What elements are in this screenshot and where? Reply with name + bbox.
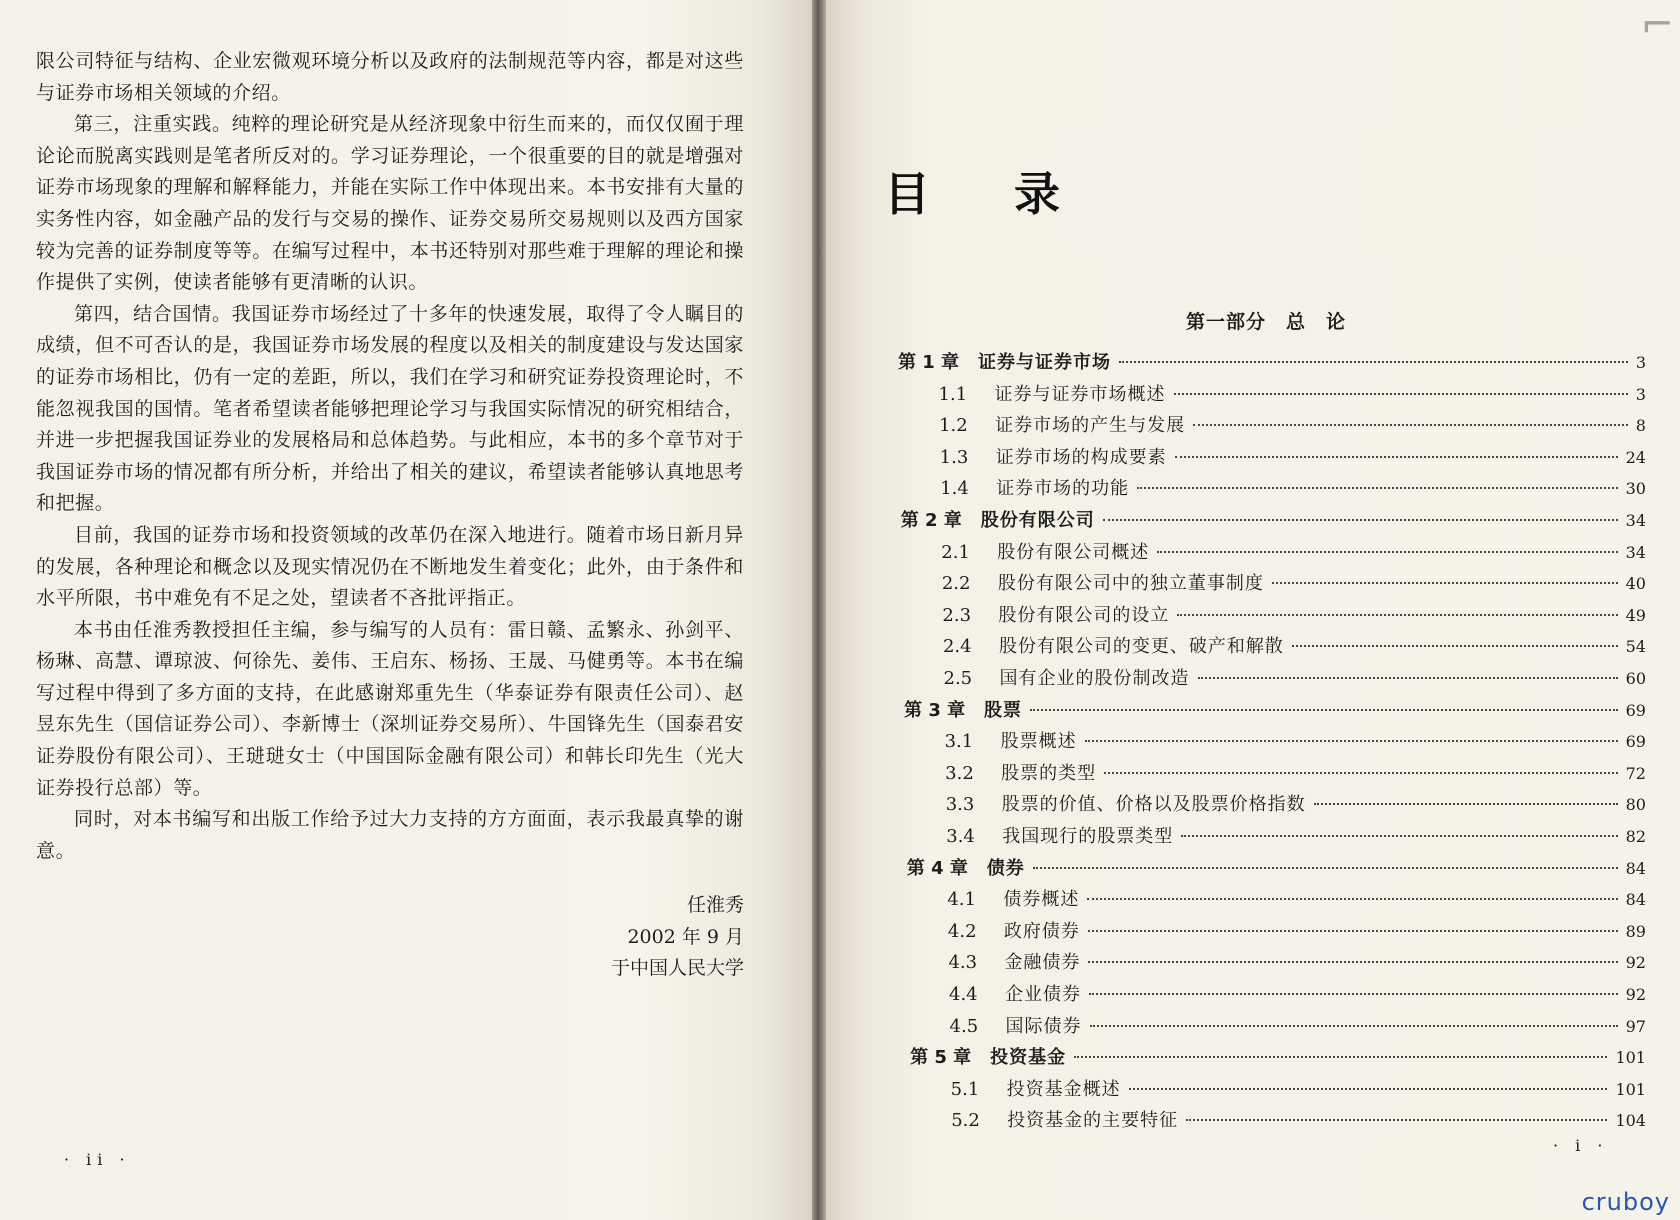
- dot-leader: [1087, 898, 1617, 900]
- section-title: 股票的价值、价格以及股票价格指数: [1001, 794, 1306, 816]
- page-ref: 69: [1625, 700, 1646, 720]
- page-ref: 54: [1625, 637, 1646, 657]
- dot-leader: [1137, 487, 1617, 489]
- dot-leader: [1090, 1025, 1618, 1027]
- toc-section-row: [943, 632, 1646, 658]
- section-title: 国际债券: [1005, 1015, 1082, 1037]
- page-ref: 3: [1635, 384, 1646, 404]
- toc-section-row: [939, 380, 1646, 406]
- section-number: 5.1: [950, 1078, 980, 1100]
- dot-leader: [1104, 772, 1617, 774]
- section-title: 投资基金概述: [1006, 1078, 1121, 1100]
- signature-place: 于中国人民大学: [610, 957, 744, 980]
- section-number: 3.4: [946, 826, 975, 847]
- paragraph: 本书由任淮秀教授担任主编，参与编写的人员有：雷日赣、孟繁永、孙剑平、杨琳、高慧、谭琼波、何徐先、姜伟、王启东、杨扬、王晟、马健勇等。本书在编写过程中得到了多方面的支持，在此感谢郑重先生（华泰证券有限责任公司）、赵昱东先生（国信证券公司）、李新博士（深圳证券交易所）、牛国锋先生（国泰君安证券股份有限公司）、王琎琎女士（中国国际金融有限公司）和韩长印先生（光大证券投行总部）等。: [36, 618, 744, 799]
- paragraph: 第三，注重实践。纯粹的理论研究是从经济现象中衍生而来的，而仅仅囿于理论论而脱离实践则是笔者所反对的。学习证券理论，一个很重要的目的就是增强对证券市场现象的理解和解释能力，并能在实际工作中体现出来。本书安排有大量的实务性内容，如金融产品的发行与交易的操作、证券交易所交易规则以及西方国家较为完善的证券制度等等。在编写过程中，本书还特别对那些难于理解的理论和操作提供了实例，使读者能够有更清晰的认识。: [36, 113, 744, 294]
- dot-leader: [1085, 740, 1618, 742]
- right-page: [826, 0, 1680, 1220]
- page-ref: 8: [1635, 416, 1646, 436]
- page-ref: 3: [1635, 353, 1646, 372]
- page-ref: 89: [1625, 921, 1646, 941]
- chapter-number: 第 4 章: [906, 857, 968, 879]
- section-title: 债券概述: [1003, 889, 1080, 911]
- section-number: 4.4: [949, 984, 978, 1005]
- dot-leader: [1033, 867, 1618, 869]
- toc-chapter-row: [901, 506, 1646, 532]
- section-number: 1.2: [939, 415, 968, 437]
- page-ref: 97: [1625, 1016, 1646, 1036]
- toc-section-row: [939, 411, 1646, 437]
- toc-section-row: [940, 474, 1646, 500]
- paragraph: 同时，对本书编写和出版工作给予过大力支持的方方面面，表示我最真挚的谢意。: [36, 808, 744, 862]
- section-number: 2.3: [942, 604, 972, 626]
- section-number: 4.1: [947, 889, 976, 911]
- toc-section-row: [947, 885, 1646, 911]
- section-number: 1.1: [938, 383, 968, 405]
- section-number: 2.2: [941, 573, 971, 595]
- page-ref: 92: [1625, 985, 1646, 1004]
- dot-leader: [1088, 930, 1618, 932]
- part-heading: 第一部分 总 论: [1186, 311, 1347, 333]
- chapter-title: 投资基金: [990, 1047, 1067, 1069]
- page-ref: 24: [1625, 447, 1646, 467]
- dot-leader: [1272, 582, 1618, 584]
- toc-section-row: [941, 538, 1646, 564]
- toc-section-row: [945, 759, 1646, 785]
- section-number: 3.3: [945, 794, 975, 816]
- section-title: 证券市场的功能: [996, 478, 1130, 500]
- dot-leader: [1157, 551, 1617, 553]
- dot-leader: [1198, 677, 1618, 679]
- page-ref: 34: [1625, 511, 1646, 530]
- toc-section-row: [951, 1106, 1646, 1132]
- dot-leader: [1292, 645, 1618, 647]
- signature-date: 2002 年 9 月: [627, 925, 744, 948]
- dot-leader: [1030, 709, 1618, 711]
- page-ref: 49: [1625, 605, 1646, 625]
- section-title: 证券市场的产生与发展: [995, 415, 1186, 437]
- toc-chapter-row: [907, 854, 1646, 880]
- dot-leader: [1089, 993, 1618, 995]
- page-ref: 82: [1625, 827, 1646, 846]
- section-title: 股份有限公司概述: [997, 541, 1150, 563]
- page-ref: 92: [1625, 953, 1646, 973]
- section-title: 股份有限公司的变更、破产和解散: [998, 636, 1284, 658]
- page-ref: 104: [1615, 1111, 1646, 1131]
- preface-body: [36, 46, 744, 867]
- page-ref: 84: [1625, 890, 1646, 910]
- page-ref: 72: [1625, 763, 1646, 783]
- dot-leader: [1088, 961, 1617, 963]
- dot-leader: [1174, 393, 1628, 395]
- left-page: [0, 0, 812, 1220]
- page-ref: 69: [1625, 732, 1646, 752]
- page-ref: 101: [1615, 1048, 1646, 1068]
- chapter-title: 股票: [984, 699, 1023, 721]
- toc-section-row: [948, 917, 1646, 943]
- page-ref: 60: [1625, 669, 1646, 688]
- section-title: 股票概述: [1000, 731, 1077, 753]
- chapter-title: 股份有限公司: [980, 510, 1095, 531]
- toc-chapter-row: [904, 696, 1646, 722]
- page-ref: 40: [1625, 574, 1646, 594]
- page-number-right: · i ·: [1553, 1136, 1609, 1155]
- chapter-number: 第 1 章: [898, 352, 960, 373]
- toc-section-row: [944, 664, 1647, 690]
- section-number: 2.5: [943, 668, 973, 689]
- section-title: 政府债券: [1003, 920, 1080, 942]
- dot-leader: [1193, 424, 1628, 426]
- book-gutter: [812, 0, 826, 1220]
- dot-leader: [1314, 803, 1618, 805]
- paragraph: 限公司特征与结构、企业宏微观环境分析以及政府的法制规范等内容，都是对这些与证券市场相关领域的介绍。: [36, 50, 744, 104]
- chapter-number: 第 5 章: [910, 1047, 972, 1069]
- section-number: 2.4: [942, 636, 972, 658]
- section-number: 2.1: [941, 541, 970, 563]
- section-number: 4.5: [949, 1015, 979, 1037]
- dot-leader: [1175, 456, 1618, 458]
- section-number: 4.2: [947, 920, 977, 942]
- toc-section-row: [940, 443, 1646, 469]
- section-title: 金融债券: [1004, 952, 1081, 974]
- dot-leader: [1177, 614, 1617, 616]
- signature-block: [611, 890, 744, 985]
- toc-section-row: [942, 569, 1646, 595]
- dot-leader: [1181, 835, 1617, 837]
- toc-section-row: [946, 822, 1646, 848]
- toc-section-row: [942, 601, 1646, 627]
- section-number: 4.3: [948, 952, 978, 974]
- chapter-title: 证券与证券市场: [978, 352, 1111, 373]
- dot-leader: [1119, 361, 1628, 363]
- section-title: 我国现行的股票类型: [1002, 826, 1174, 847]
- toc-section-row: [949, 980, 1646, 1006]
- page-ref: 34: [1625, 542, 1646, 562]
- watermark: cruboy: [1581, 1188, 1670, 1216]
- section-title: 股份有限公司的设立: [998, 604, 1170, 626]
- section-title: 证券与证券市场概述: [994, 383, 1166, 405]
- toc-chapter-row: [898, 348, 1646, 374]
- section-number: 1.4: [940, 478, 969, 500]
- toc-title: 目 录: [884, 167, 1095, 221]
- dot-leader: [1103, 519, 1618, 521]
- author-name: 任淮秀: [686, 894, 744, 916]
- chapter-number: 第 3 章: [904, 699, 966, 721]
- page-ref: 80: [1625, 795, 1646, 815]
- paragraph: 第四，结合国情。我国证券市场经过了十多年的快速发展，取得了令人瞩目的成绩，但不可否认的是，我国证券市场发展的程度以及相关的制度建设与发达国家的证券市场相比，仍有一定的差距，所以，我们在学习和研究证券投资理论时，不能忽视我国的国情。笔者希望读者能够把理论学习与我国实际情况的研究相结合，并进一步把握我国证券业的发展格局和总体趋势。与此相应，本书的多个章节对于我国证券市场的情况都有所分析，并给出了相关的建议，希望读者能够认真地思考和把握。: [36, 302, 744, 515]
- toc-section-row: [948, 948, 1646, 974]
- section-number: 3.1: [944, 731, 974, 753]
- section-title: 投资基金的主要特征: [1007, 1110, 1179, 1132]
- corner-mark: ⌐: [1640, 2, 1674, 48]
- chapter-number: 第 2 章: [900, 510, 962, 531]
- page-ref: 101: [1615, 1079, 1646, 1099]
- toc-chapter-row: [910, 1043, 1646, 1069]
- section-number: 5.2: [951, 1110, 980, 1132]
- dot-leader: [1074, 1056, 1607, 1058]
- toc-section-row: [946, 790, 1646, 816]
- section-title: 国有企业的股份制改造: [999, 668, 1190, 689]
- section-title: 证券市场的构成要素: [995, 446, 1167, 468]
- toc-section-row: [945, 727, 1646, 753]
- paragraph: 目前，我国的证券市场和投资领域的改革仍在深入地进行。随着市场日新月异的发展，各种理论和概念以及现实情况仍在不断地发生着变化；此外，由于条件和水平所限，书中难免有不足之处，望读者不吝批评指正。: [36, 523, 744, 610]
- toc-section-row: [950, 1012, 1646, 1038]
- section-number: 3.2: [945, 762, 974, 784]
- section-number: 1.3: [939, 446, 969, 468]
- page-ref: 30: [1625, 479, 1646, 499]
- page-ref: 84: [1625, 858, 1646, 878]
- section-title: 股票的类型: [1001, 762, 1097, 784]
- section-title: 企业债券: [1005, 984, 1081, 1005]
- dot-leader: [1186, 1119, 1607, 1121]
- chapter-title: 债券: [986, 857, 1025, 879]
- toc-section-row: [951, 1075, 1646, 1101]
- dot-leader: [1129, 1088, 1608, 1090]
- section-title: 股份有限公司中的独立董事制度: [997, 573, 1264, 595]
- page-number-left: · ii ·: [64, 1150, 131, 1169]
